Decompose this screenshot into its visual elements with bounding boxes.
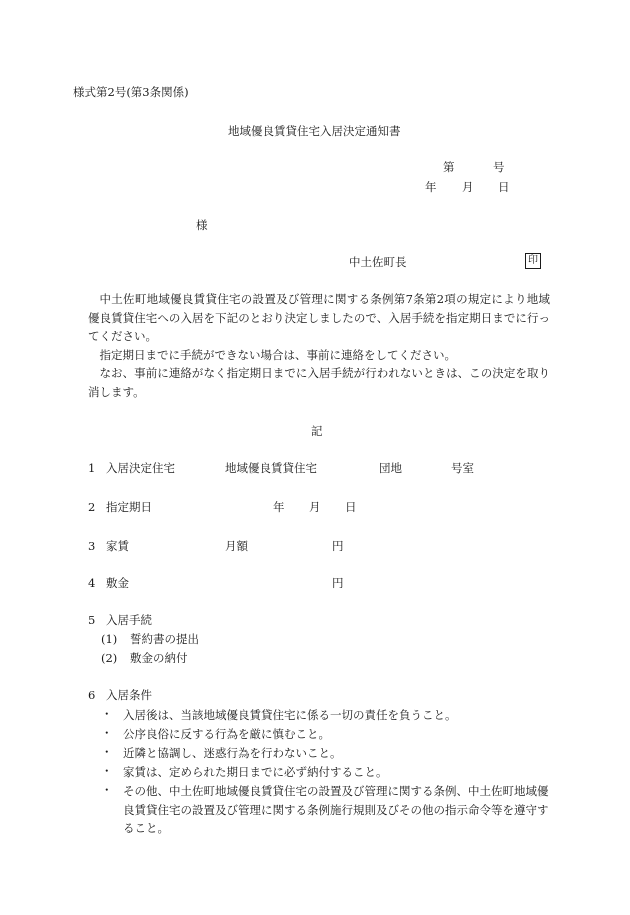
item4-label: 敷金 (106, 576, 129, 590)
number-prefix: 第 (443, 160, 455, 174)
item2-num: 2 (88, 500, 96, 514)
item2-year: 年 (273, 500, 285, 514)
bullet-marker: ・ (101, 783, 113, 797)
item3-label: 家賃 (106, 539, 129, 553)
item5-sub1: 誓約書の提出 (130, 632, 199, 646)
item1-value: 地域優良賃貸住宅 (225, 461, 317, 475)
paragraph-1: 中土佐町地域優良賃貸住宅の設置及び管理に関する条例第7条第2項の規定により地域優良賃貸住宅への入居を下記のとおり決定しましたので、入居手続を指定期日までに行ってください。 (88, 292, 550, 343)
bullet-marker: ・ (101, 764, 113, 778)
form-label: 様式第2号(第3条関係) (73, 85, 189, 99)
document-title: 地域優良賃貸住宅入居決定通知書 (228, 124, 401, 138)
paragraph-2: 指定期日までに手続ができない場合は、事前に連絡をしてください。 (99, 348, 456, 362)
item6-label: 入居条件 (106, 688, 152, 702)
bullet-marker: ・ (101, 745, 113, 759)
item5-sub2-num: (2) (101, 651, 118, 665)
bullet-marker: ・ (101, 726, 113, 740)
item1-label: 入居決定住宅 (106, 461, 175, 475)
item2-label: 指定期日 (106, 500, 152, 514)
item3-sub: 月額 (225, 539, 248, 553)
bullet-marker: ・ (101, 707, 113, 721)
item2-month: 月 (309, 500, 321, 514)
item3-num: 3 (88, 539, 96, 553)
date-year: 年 (425, 180, 437, 194)
condition-item: 入居後は、当該地域優良賃貸住宅に係る一切の責任を負うこと。 (123, 708, 457, 722)
item3-unit: 円 (332, 539, 344, 553)
addressee-suffix: 様 (196, 218, 208, 232)
condition-item: 家賃は、定められた期日までに必ず納付すること。 (123, 765, 388, 779)
date-day: 日 (498, 180, 510, 194)
item4-num: 4 (88, 576, 96, 590)
date-month: 月 (462, 180, 474, 194)
item5-num: 5 (88, 613, 96, 627)
item5-label: 入居手続 (106, 613, 152, 627)
item1-unit-danchi: 団地 (379, 461, 402, 475)
paragraph-3: なお、事前に連絡がなく指定期日までに入居手続が行われないときは、この決定を取り消します。 (88, 366, 550, 399)
issuer-name: 中土佐町長 (349, 255, 407, 269)
seal-mark: 印 (525, 253, 541, 269)
item4-unit: 円 (332, 576, 344, 590)
number-suffix: 号 (493, 160, 505, 174)
item1-unit-room: 号室 (451, 461, 474, 475)
item1-num: 1 (88, 461, 96, 475)
condition-item: その他、中土佐町地域優良賃貸住宅の設置及び管理に関する条例、中土佐町地域優良賃貸住宅の設置及び管理に関する条例施行規則及びその他の指示命令等を遵守すること。 (123, 784, 549, 835)
item6-num: 6 (88, 688, 96, 702)
item5-sub2: 敷金の納付 (130, 651, 188, 665)
condition-item: 近隣と協調し、迷惑行為を行わないこと。 (123, 746, 342, 760)
condition-item: 公序良俗に反する行為を厳に慎むこと。 (123, 727, 330, 741)
ki-heading: 記 (311, 424, 323, 438)
item5-sub1-num: (1) (101, 632, 118, 646)
item2-day: 日 (345, 500, 357, 514)
